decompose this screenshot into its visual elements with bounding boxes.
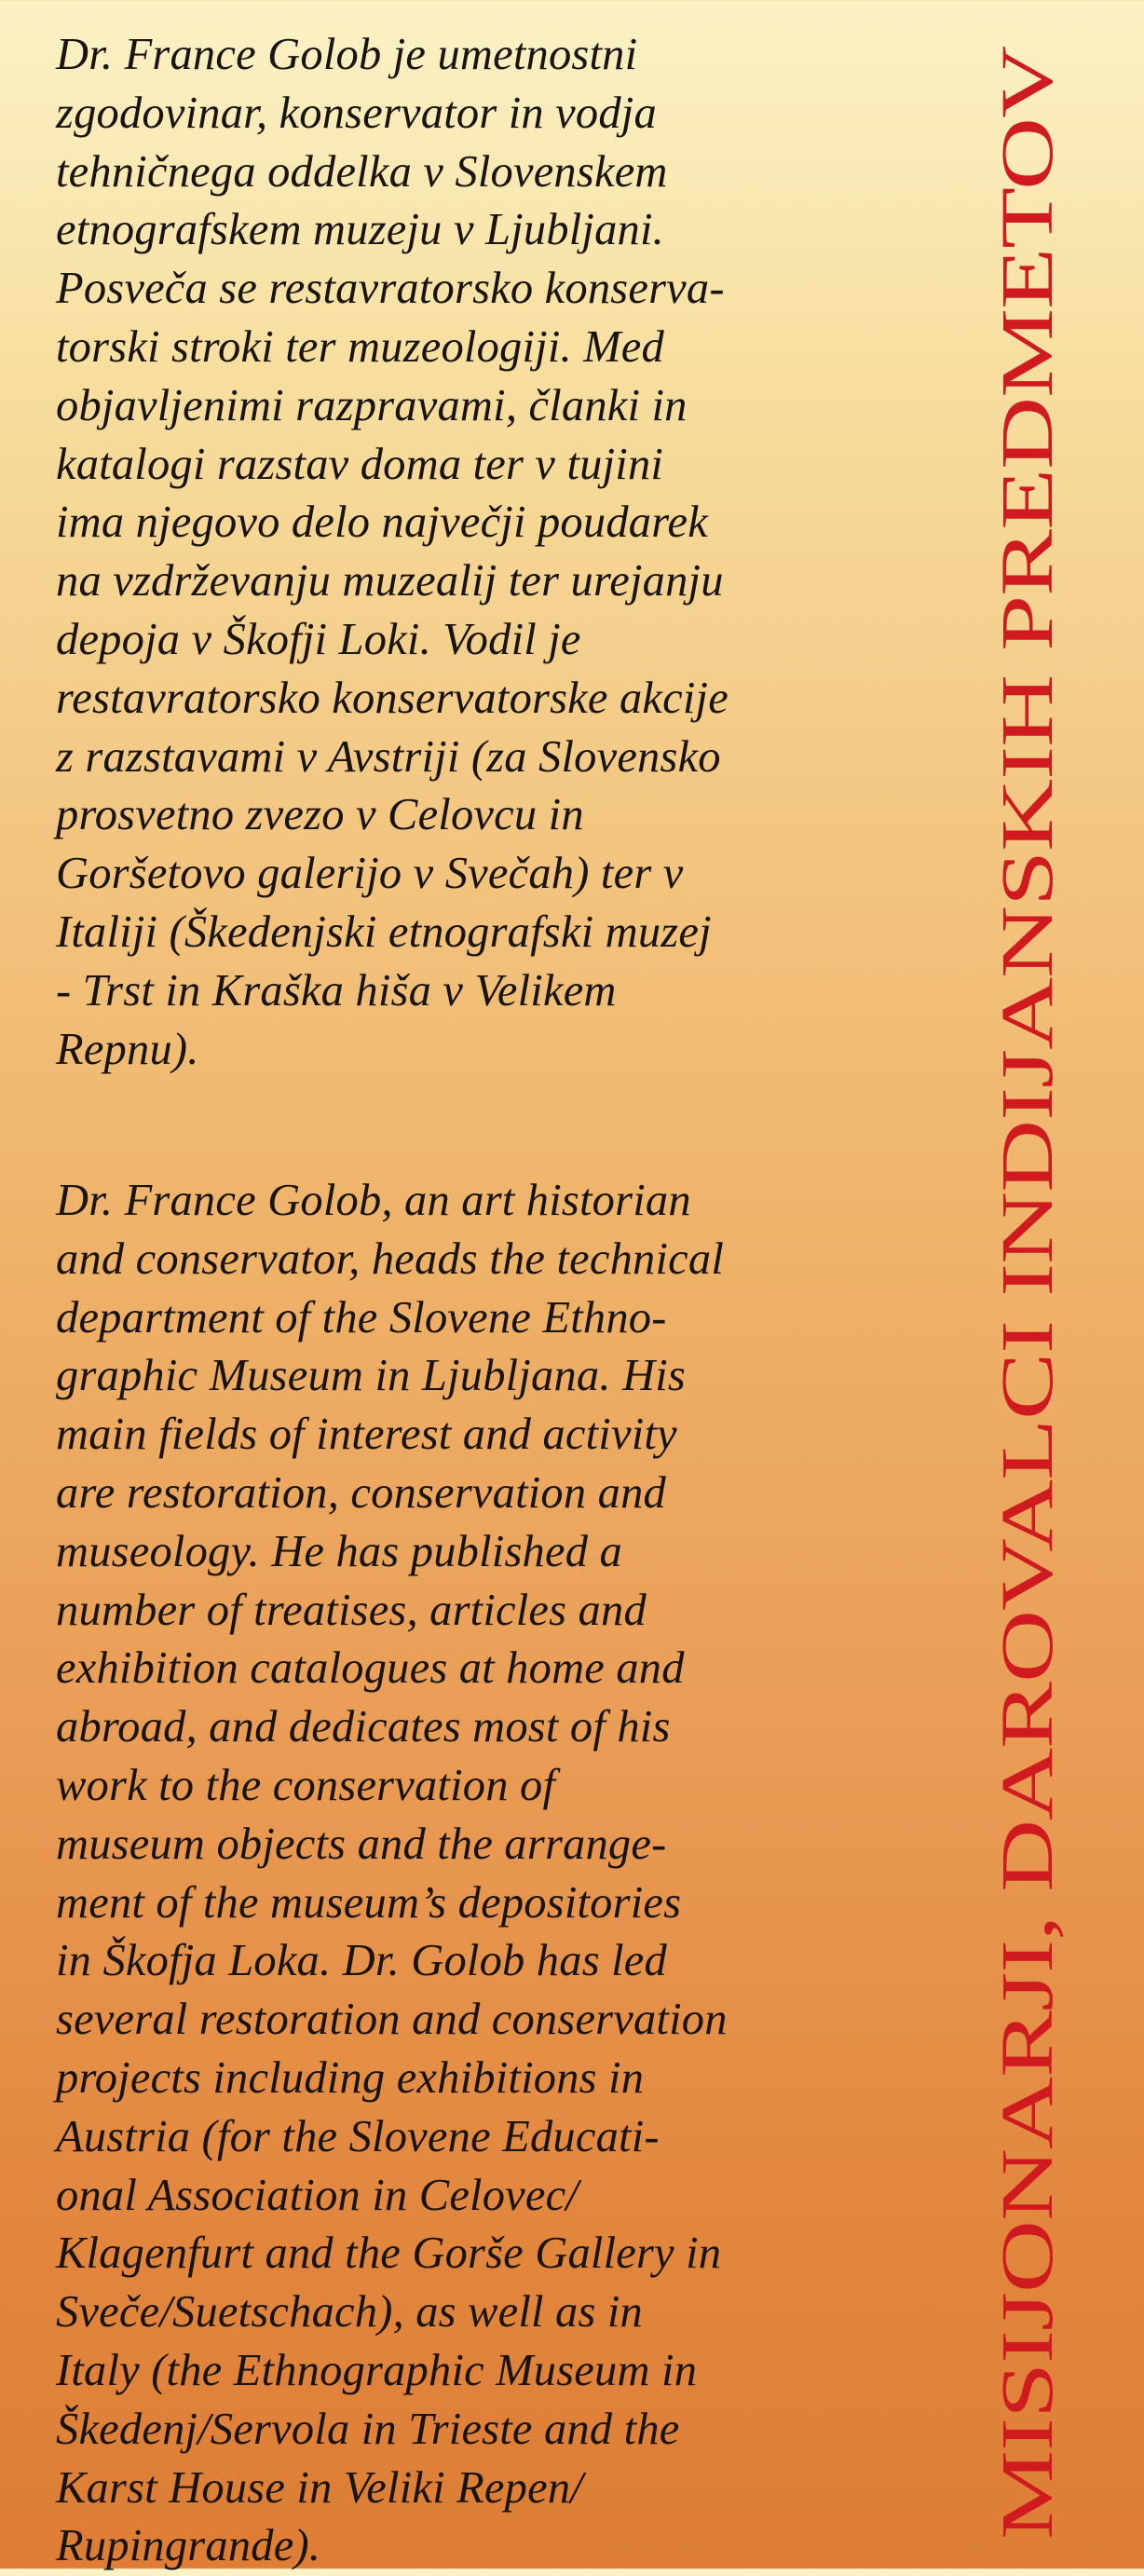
bio-en-line: Karst House in Veliki Repen/ bbox=[56, 2462, 583, 2513]
bio-en-line: abroad, and dedicates most of his bbox=[56, 1702, 671, 1752]
bio-en-line: are restoration, conservation and bbox=[56, 1467, 667, 1518]
bio-sl-line: Dr. France Golob je umetnostni bbox=[56, 30, 638, 79]
bio-en-line: work to the conservation of bbox=[56, 1760, 556, 1810]
bio-en-line: in Škofja Loka. Dr. Golob has led bbox=[56, 1936, 667, 1986]
bio-sl-line: - Trst in Kraška hiša v Velikem bbox=[56, 965, 617, 1015]
bio-sl-line: restavratorsko konservatorske akcije bbox=[56, 673, 729, 723]
bio-sl-line: na vzdrževanju muzealij ter urejanju bbox=[56, 556, 724, 607]
bio-en-line: Dr. France Golob, an art historian bbox=[56, 1176, 691, 1225]
bio-sl-line: objavljenimi razpravami, članki in bbox=[56, 380, 688, 430]
bio-en-line: exhibition catalogues at home and bbox=[56, 1643, 685, 1694]
bio-sl-line: depoja v Škofji Loki. Vodil je bbox=[56, 614, 581, 664]
bio-sl-line: zgodovinar, konservator in vodja bbox=[56, 88, 657, 138]
author-bio-slovene bbox=[56, 26, 857, 1079]
bio-en-line: museology. He has published a bbox=[56, 1526, 622, 1576]
bio-en-line: Italy (the Ethnographic Museum in bbox=[56, 2345, 698, 2395]
bio-sl-line: prosvetno zvezo v Celovcu in bbox=[56, 790, 584, 840]
author-bio-english bbox=[56, 1172, 857, 2576]
bio-en-line: graphic Museum in Ljubljana. His bbox=[56, 1351, 686, 1401]
bio-en-line: Sveče/Suetschach), as well as in bbox=[56, 2287, 643, 2337]
bio-sl-line: katalogi razstav doma ter v tujini bbox=[56, 439, 664, 489]
bio-sl-line: torski stroki ter muzeologiji. Med bbox=[56, 321, 664, 372]
spine-title: MISIJONARJI, DAROVALCI INDIJANSKIH PREDMETOV bbox=[986, 46, 1069, 2540]
bio-sl-line: Posveča se restavratorsko konserva- bbox=[56, 264, 725, 314]
bio-sl-line: Repnu). bbox=[56, 1024, 199, 1074]
bio-en-line: Škedenj/Servola in Trieste and the bbox=[56, 2404, 680, 2454]
bio-sl-line: z razstavami v Avstriji (za Slovensko bbox=[56, 731, 721, 782]
bio-en-line: Austria (for the Slovene Educati- bbox=[56, 2111, 660, 2161]
bio-sl-line: etnografskem muzeju v Ljubljani. bbox=[56, 205, 665, 255]
bio-en-line: ment of the museum’s depositories bbox=[56, 1877, 682, 1928]
bio-sl-line: Italiji (Škedenjski etnografski muzej bbox=[56, 906, 712, 957]
bio-en-line: Rupingrande). bbox=[56, 2521, 321, 2571]
bio-sl-line: ima njegovo delo največji poudarek bbox=[56, 497, 708, 548]
bio-en-line: department of the Slovene Ethno- bbox=[56, 1292, 667, 1343]
bio-en-line: Klagenfurt and the Gorše Gallery in bbox=[56, 2228, 722, 2279]
bio-sl-line: Goršetovo galerijo v Svečah) ter v bbox=[56, 849, 684, 899]
bio-en-line: main fields of interest and activity bbox=[56, 1410, 677, 1460]
bio-en-line: museum objects and the arrange- bbox=[56, 1819, 667, 1869]
bio-en-line: and conservator, heads the technical bbox=[56, 1233, 725, 1284]
bio-en-line: projects including exhibitions in bbox=[56, 2052, 645, 2103]
bio-en-line: several restoration and conservation bbox=[56, 1995, 728, 2045]
bio-en-line: number of treatises, articles and bbox=[56, 1585, 647, 1635]
bio-sl-line: tehničnega oddelka v Slovenskem bbox=[56, 146, 668, 197]
bio-en-line: onal Association in Celovec/ bbox=[56, 2170, 579, 2220]
